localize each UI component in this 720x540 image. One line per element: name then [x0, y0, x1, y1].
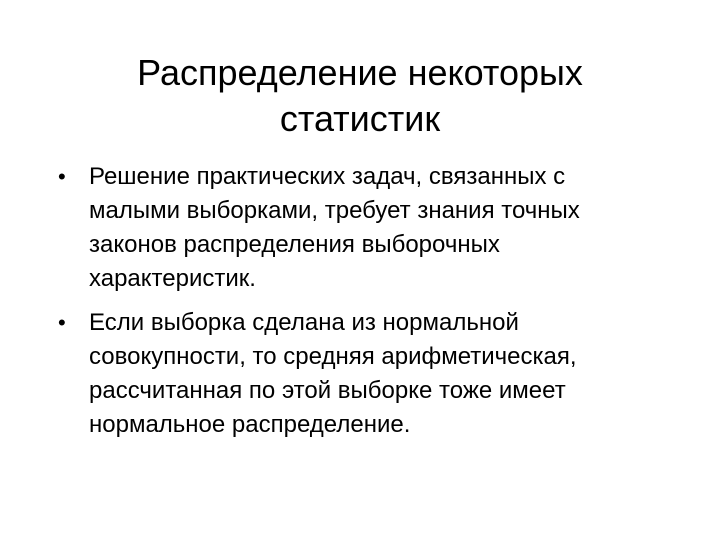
- bullet-dot-icon: •: [58, 164, 66, 189]
- bullet-dot-icon: •: [58, 310, 66, 335]
- slide-title: [60, 50, 660, 142]
- bullet-list: [58, 160, 658, 452]
- bullet-1-line-3: законов распределения выборочных: [89, 231, 500, 258]
- bullet-1-line-2: малыми выборками, требует знания точных: [89, 197, 580, 224]
- bullet-2-line-2: совокупности, то средняя арифметическая,: [89, 343, 577, 370]
- title-line-1: Распределение некоторых: [137, 52, 583, 93]
- bullet-1-line-1: Решение практических задач, связанных с: [89, 163, 566, 190]
- bullet-item-1: [58, 160, 658, 296]
- bullet-2-line-3: рассчитанная по этой выборке тоже имеет: [89, 377, 566, 404]
- bullet-2-line-1: Если выборка сделана из нормальной: [89, 309, 519, 336]
- bullet-2-line-4: нормальное распределение.: [89, 411, 411, 438]
- bullet-item-2: [58, 306, 658, 442]
- bullet-1-line-4: характеристик.: [89, 265, 256, 292]
- title-line-2: статистик: [279, 98, 441, 139]
